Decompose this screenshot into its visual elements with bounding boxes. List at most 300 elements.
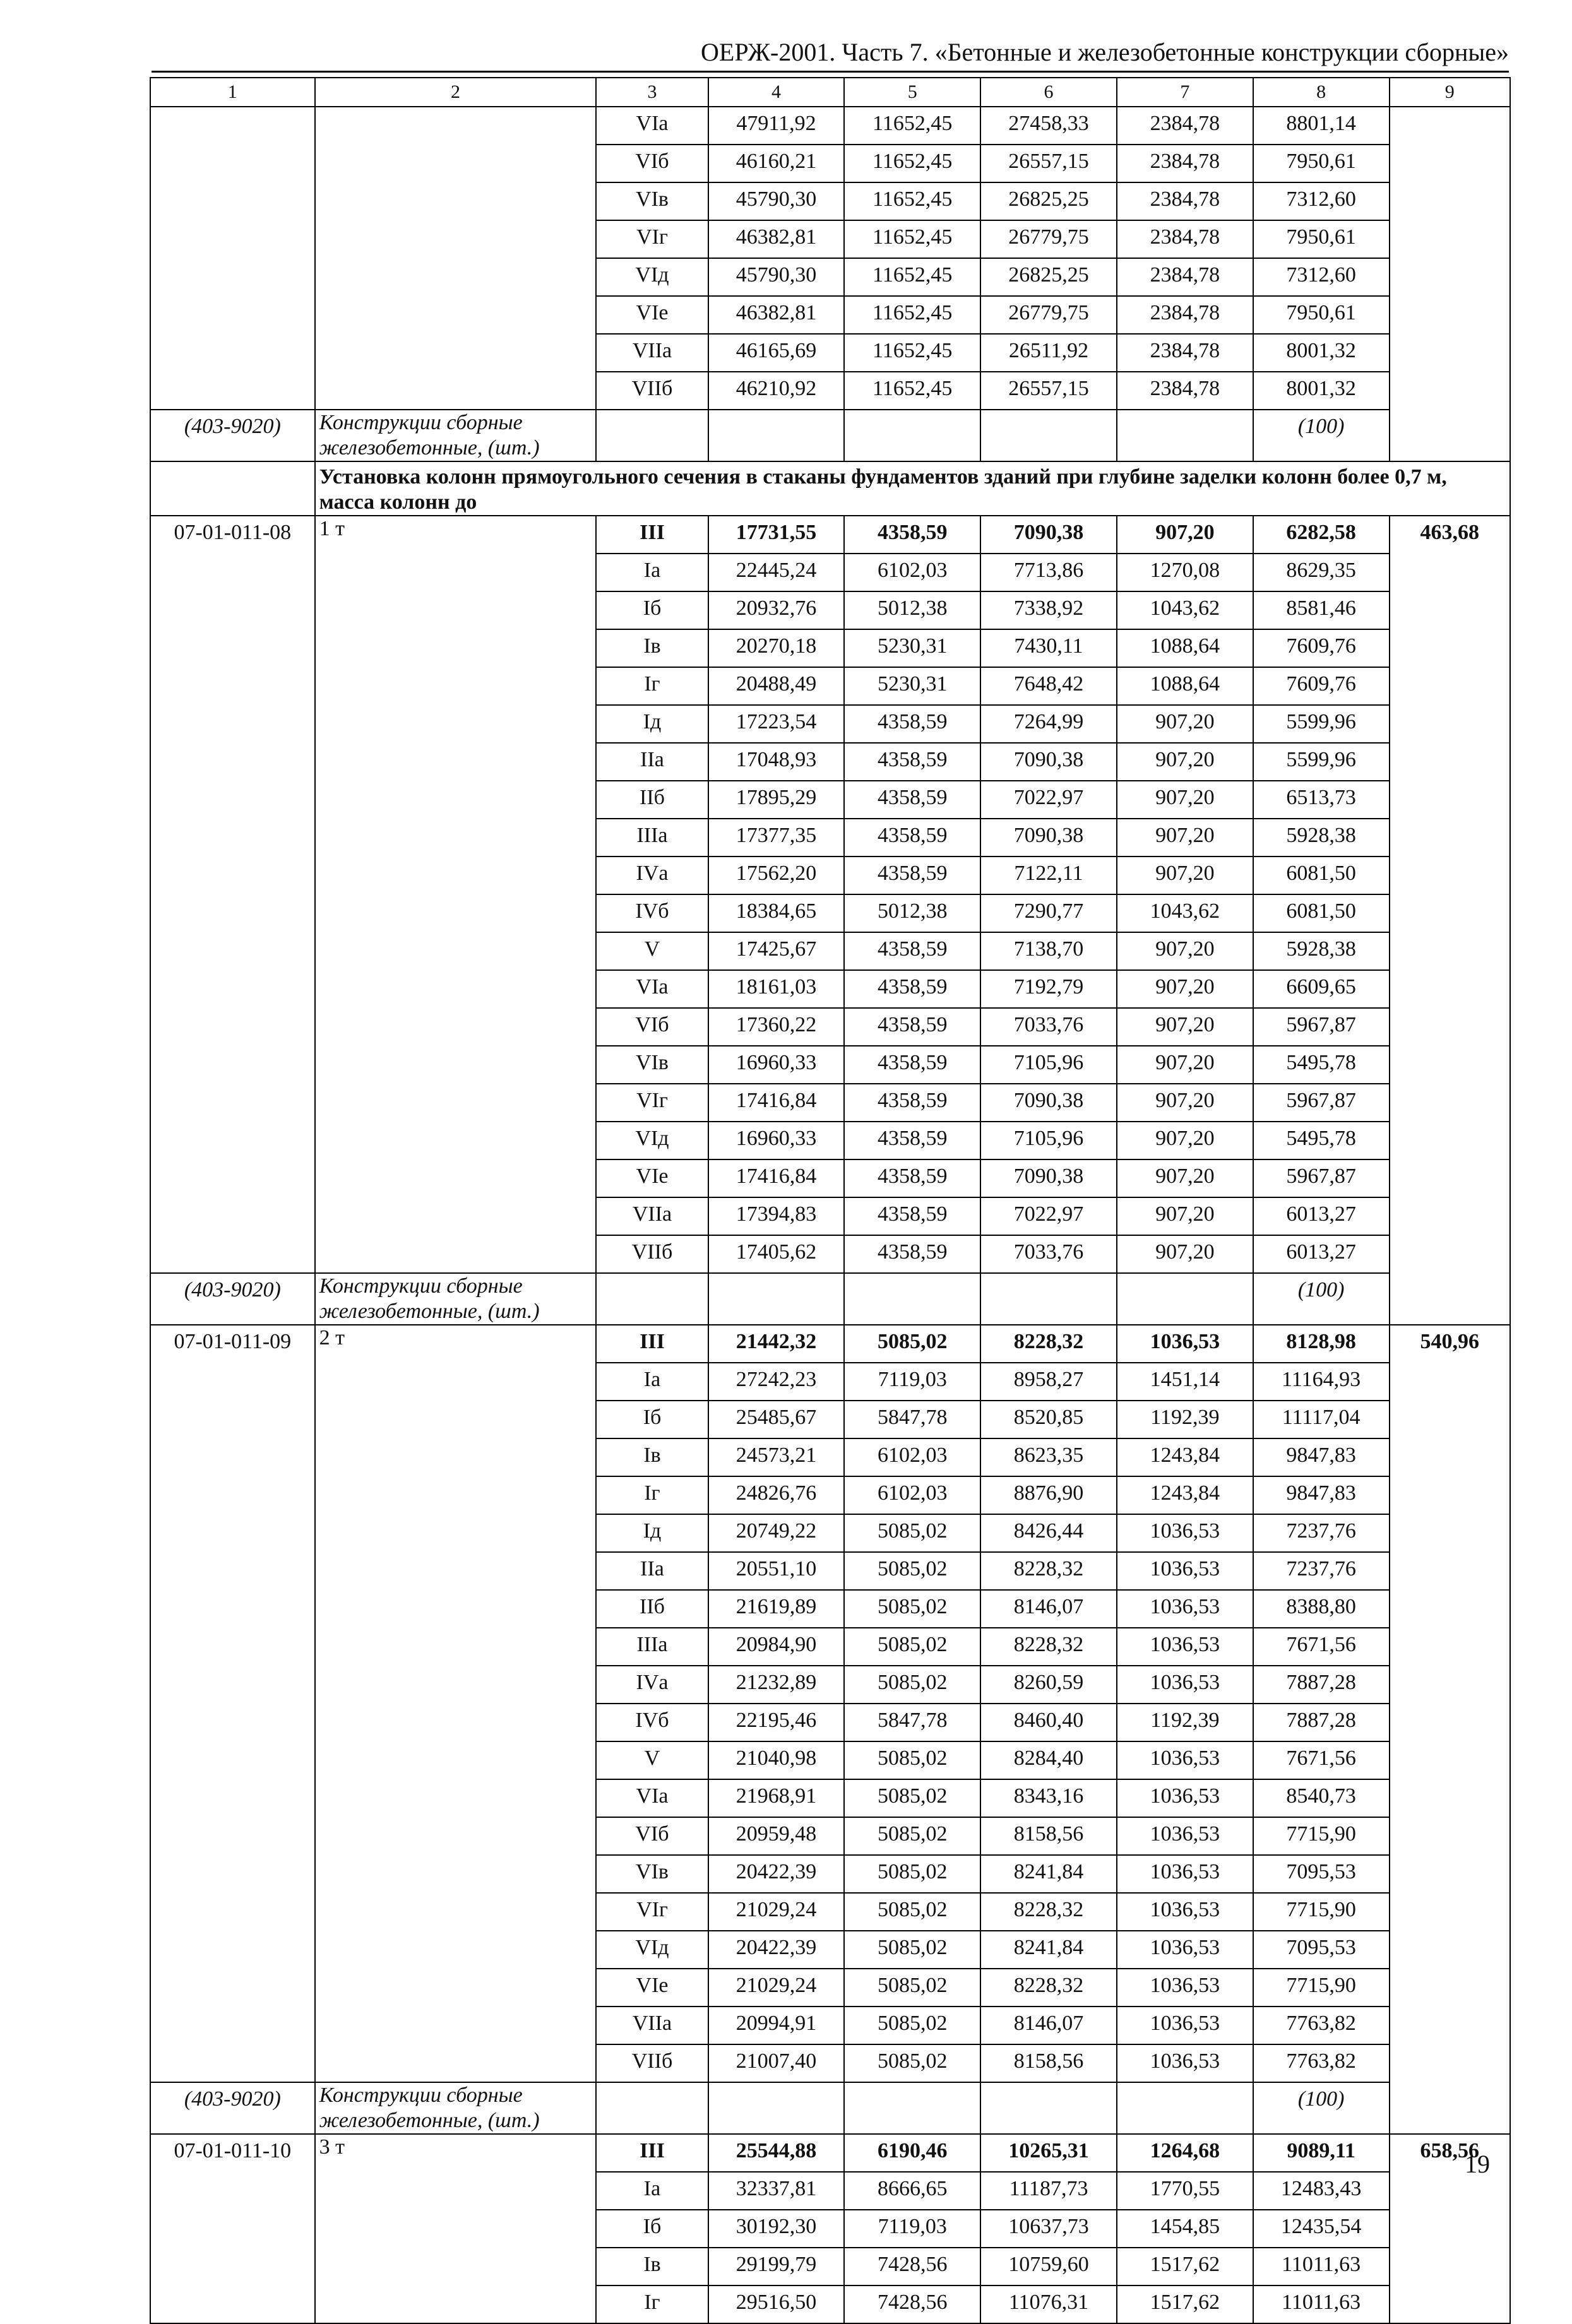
column-number: 7 <box>1117 78 1253 107</box>
item-total: 658,56 <box>1390 2134 1510 2323</box>
value-cell: 4358,59 <box>844 1046 980 1084</box>
value-cell: 24573,21 <box>708 1438 845 1476</box>
column-number-row <box>150 78 1510 107</box>
value-cell: VIа <box>596 1779 708 1817</box>
value-cell: 1043,62 <box>1117 894 1253 932</box>
value-cell: 1036,53 <box>1117 1931 1253 1969</box>
value-cell: 4358,59 <box>844 1197 980 1235</box>
value-cell: 2384,78 <box>1117 334 1253 372</box>
value-cell: 18384,65 <box>708 894 845 932</box>
value-cell: V <box>596 1741 708 1779</box>
value-cell: 7715,90 <box>1253 1817 1390 1855</box>
value-cell: Iа <box>596 2172 708 2210</box>
value-cell: 8146,07 <box>980 1590 1117 1628</box>
value-cell: 17223,54 <box>708 705 845 743</box>
value-cell: 1036,53 <box>1117 2044 1253 2082</box>
value-cell: 2384,78 <box>1117 372 1253 410</box>
value-cell: 11652,45 <box>844 334 980 372</box>
value-cell: 907,20 <box>1117 781 1253 819</box>
value-cell: VIб <box>596 145 708 182</box>
value-cell: 1088,64 <box>1117 629 1253 667</box>
value-cell: 46210,92 <box>708 372 845 410</box>
value-cell: 1517,62 <box>1117 2248 1253 2285</box>
empty-cell <box>980 2082 1117 2134</box>
empty-cell <box>1117 1273 1253 1325</box>
value-cell: IVа <box>596 857 708 894</box>
value-cell: 12483,43 <box>1253 2172 1390 2210</box>
value-cell: 7312,60 <box>1253 182 1390 220</box>
value-cell: 5085,02 <box>844 1893 980 1931</box>
material-value: (100) <box>1253 2082 1390 2134</box>
value-cell: 10265,31 <box>980 2134 1117 2172</box>
value-cell: 5928,38 <box>1253 819 1390 857</box>
value-cell: 4358,59 <box>844 1235 980 1273</box>
value-cell: 7950,61 <box>1253 296 1390 334</box>
value-cell: 32337,81 <box>708 2172 845 2210</box>
value-cell: 8540,73 <box>1253 1779 1390 1817</box>
value-cell: 17377,35 <box>708 819 845 857</box>
page-header: ОЕРЖ-2001. Часть 7. «Бетонные и железобетонные конструкции сборные» <box>701 38 1509 66</box>
value-cell: Iв <box>596 629 708 667</box>
value-cell: 5495,78 <box>1253 1046 1390 1084</box>
value-cell: VIб <box>596 1817 708 1855</box>
value-cell: 907,20 <box>1117 1197 1253 1235</box>
value-cell: IVб <box>596 1704 708 1741</box>
value-cell: 9847,83 <box>1253 1438 1390 1476</box>
value-cell: 6102,03 <box>844 554 980 591</box>
value-cell: 7090,38 <box>980 743 1117 781</box>
value-cell: 8388,80 <box>1253 1590 1390 1628</box>
value-cell: 21968,91 <box>708 1779 845 1817</box>
empty-cell <box>980 410 1117 461</box>
column-number: 9 <box>1390 78 1510 107</box>
empty-cell <box>844 2082 980 2134</box>
value-cell: 5928,38 <box>1253 932 1390 970</box>
value-cell: 1036,53 <box>1117 1325 1253 1363</box>
value-cell: 20994,91 <box>708 2007 845 2044</box>
value-cell: 907,20 <box>1117 819 1253 857</box>
value-cell: 7192,79 <box>980 970 1117 1008</box>
value-cell: VIв <box>596 1046 708 1084</box>
value-cell: 6013,27 <box>1253 1197 1390 1235</box>
value-cell: 7763,82 <box>1253 2007 1390 2044</box>
value-cell: 8001,32 <box>1253 372 1390 410</box>
value-cell: 2384,78 <box>1117 145 1253 182</box>
value-cell: 1451,14 <box>1117 1363 1253 1401</box>
value-cell: 46382,81 <box>708 220 845 258</box>
value-cell: 24826,76 <box>708 1476 845 1514</box>
value-cell: VIIб <box>596 2044 708 2082</box>
value-cell: 4358,59 <box>844 932 980 970</box>
value-cell: 11187,73 <box>980 2172 1117 2210</box>
value-cell: Iг <box>596 667 708 705</box>
value-cell: 1036,53 <box>1117 1552 1253 1590</box>
value-cell: 4358,59 <box>844 743 980 781</box>
value-cell: 9847,83 <box>1253 1476 1390 1514</box>
value-cell: 20422,39 <box>708 1855 845 1893</box>
value-cell: 7312,60 <box>1253 258 1390 296</box>
value-cell: 21040,98 <box>708 1741 845 1779</box>
value-cell: 7022,97 <box>980 781 1117 819</box>
value-cell: VIд <box>596 1931 708 1969</box>
value-cell: 1043,62 <box>1117 591 1253 629</box>
item-code: 07-01-011-10 <box>150 2134 315 2323</box>
value-cell: 7950,61 <box>1253 145 1390 182</box>
value-cell: 1454,85 <box>1117 2210 1253 2248</box>
value-cell: 1770,55 <box>1117 2172 1253 2210</box>
value-cell: 16960,33 <box>708 1122 845 1159</box>
value-cell: 5967,87 <box>1253 1084 1390 1122</box>
value-cell: 9089,11 <box>1253 2134 1390 2172</box>
value-cell: 5599,96 <box>1253 743 1390 781</box>
value-cell: 4358,59 <box>844 1159 980 1197</box>
value-cell: 5085,02 <box>844 1817 980 1855</box>
value-cell: 1036,53 <box>1117 1779 1253 1817</box>
value-cell: 1036,53 <box>1117 1969 1253 2007</box>
value-cell: 7887,28 <box>1253 1704 1390 1741</box>
value-cell: 11652,45 <box>844 296 980 334</box>
value-cell: VIа <box>596 970 708 1008</box>
value-cell: 7338,92 <box>980 591 1117 629</box>
item-total: 540,96 <box>1390 1325 1510 2134</box>
value-cell: IIа <box>596 743 708 781</box>
empty-cell <box>844 1273 980 1325</box>
value-cell: Iд <box>596 1514 708 1552</box>
value-cell: 6081,50 <box>1253 894 1390 932</box>
value-cell: 20932,76 <box>708 591 845 629</box>
value-cell: 7090,38 <box>980 516 1117 554</box>
value-cell: 20984,90 <box>708 1628 845 1666</box>
value-cell: 5967,87 <box>1253 1159 1390 1197</box>
value-cell: 45790,30 <box>708 258 845 296</box>
value-cell: 8128,98 <box>1253 1325 1390 1363</box>
value-cell: 7237,76 <box>1253 1552 1390 1590</box>
value-cell: 907,20 <box>1117 1046 1253 1084</box>
value-cell: 7430,11 <box>980 629 1117 667</box>
empty-cell <box>596 2082 708 2134</box>
value-cell: 1088,64 <box>1117 667 1253 705</box>
value-cell: 7119,03 <box>844 1363 980 1401</box>
value-cell: 29516,50 <box>708 2285 845 2323</box>
value-cell: 7090,38 <box>980 819 1117 857</box>
value-cell: 11011,63 <box>1253 2285 1390 2323</box>
value-cell: VIIа <box>596 2007 708 2044</box>
material-name: Конструкции сборные железобетонные, (шт.) <box>315 2082 597 2134</box>
value-cell: 7138,70 <box>980 932 1117 970</box>
value-cell: VIд <box>596 1122 708 1159</box>
value-cell: 907,20 <box>1117 705 1253 743</box>
value-cell: 1036,53 <box>1117 1628 1253 1666</box>
value-cell: Iг <box>596 1476 708 1514</box>
value-cell: 27458,33 <box>980 107 1117 145</box>
value-cell: 21007,40 <box>708 2044 845 2082</box>
value-cell: 7119,03 <box>844 2210 980 2248</box>
value-cell: VIIб <box>596 372 708 410</box>
value-cell: 7022,97 <box>980 1197 1117 1235</box>
value-cell: IIIа <box>596 1628 708 1666</box>
value-cell: 5495,78 <box>1253 1122 1390 1159</box>
value-cell: 1036,53 <box>1117 1893 1253 1931</box>
item-code: 07-01-011-08 <box>150 516 315 1273</box>
table-row-main <box>150 516 1510 554</box>
value-cell: 18161,03 <box>708 970 845 1008</box>
value-cell: 17562,20 <box>708 857 845 894</box>
value-cell: 8158,56 <box>980 2044 1117 2082</box>
value-cell: 8629,35 <box>1253 554 1390 591</box>
value-cell: IIб <box>596 1590 708 1628</box>
value-cell: VIIа <box>596 1197 708 1235</box>
value-cell: 7033,76 <box>980 1008 1117 1046</box>
empty-cell <box>596 410 708 461</box>
value-cell: VIб <box>596 1008 708 1046</box>
value-cell: 8284,40 <box>980 1741 1117 1779</box>
value-cell: 6513,73 <box>1253 781 1390 819</box>
value-cell: 8623,35 <box>980 1438 1117 1476</box>
value-cell: 5085,02 <box>844 1931 980 1969</box>
value-cell: 8460,40 <box>980 1704 1117 1741</box>
value-cell: 21619,89 <box>708 1590 845 1628</box>
value-cell: 17731,55 <box>708 516 845 554</box>
value-cell: Iб <box>596 2210 708 2248</box>
value-cell: 7033,76 <box>980 1235 1117 1273</box>
value-cell: Iв <box>596 1438 708 1476</box>
material-code: (403-9020) <box>150 1273 315 1325</box>
value-cell: 11652,45 <box>844 220 980 258</box>
value-cell: 7122,11 <box>980 857 1117 894</box>
value-cell: 1243,84 <box>1117 1438 1253 1476</box>
value-cell: 11652,45 <box>844 145 980 182</box>
empty-cell <box>708 2082 845 2134</box>
empty-cell <box>708 410 845 461</box>
value-cell: 7671,56 <box>1253 1628 1390 1666</box>
value-cell: VIг <box>596 1893 708 1931</box>
value-cell: 7090,38 <box>980 1084 1117 1122</box>
value-cell: 7887,28 <box>1253 1666 1390 1704</box>
table-row-main <box>150 2134 1510 2172</box>
value-cell: VIе <box>596 1159 708 1197</box>
value-cell: 5012,38 <box>844 591 980 629</box>
value-cell: 46165,69 <box>708 334 845 372</box>
value-cell: 5599,96 <box>1253 705 1390 743</box>
value-cell: 5230,31 <box>844 667 980 705</box>
value-cell: 8801,14 <box>1253 107 1390 145</box>
value-cell: 17360,22 <box>708 1008 845 1046</box>
value-cell: 8146,07 <box>980 2007 1117 2044</box>
value-cell: 12435,54 <box>1253 2210 1390 2248</box>
value-cell: 21029,24 <box>708 1969 845 2007</box>
value-cell: 45790,30 <box>708 182 845 220</box>
value-cell: 4358,59 <box>844 1008 980 1046</box>
page-number: 19 <box>1465 2150 1490 2178</box>
value-cell: IVб <box>596 894 708 932</box>
value-cell: Iб <box>596 1401 708 1438</box>
value-cell: 5085,02 <box>844 2044 980 2082</box>
value-cell: 7715,90 <box>1253 1893 1390 1931</box>
value-cell: 907,20 <box>1117 516 1253 554</box>
value-cell: 7095,53 <box>1253 1931 1390 1969</box>
value-cell: 11011,63 <box>1253 2248 1390 2285</box>
value-cell: 4358,59 <box>844 781 980 819</box>
value-cell: 5085,02 <box>844 1741 980 1779</box>
value-cell: 1036,53 <box>1117 1590 1253 1628</box>
value-cell: 20959,48 <box>708 1817 845 1855</box>
value-cell: 6013,27 <box>1253 1235 1390 1273</box>
value-cell: 7237,76 <box>1253 1514 1390 1552</box>
item-name: 2 т <box>315 1325 597 2082</box>
value-cell: 5012,38 <box>844 894 980 932</box>
value-cell: 8426,44 <box>980 1514 1117 1552</box>
empty-cell <box>1117 2082 1253 2134</box>
value-cell: 17416,84 <box>708 1084 845 1122</box>
value-cell: 11117,04 <box>1253 1401 1390 1438</box>
value-cell: 1036,53 <box>1117 2007 1253 2044</box>
value-cell: 6190,46 <box>844 2134 980 2172</box>
value-cell: 5085,02 <box>844 1590 980 1628</box>
value-cell: 17405,62 <box>708 1235 845 1273</box>
value-cell: 1192,39 <box>1117 1704 1253 1741</box>
material-value: (100) <box>1253 1273 1390 1325</box>
value-cell: 20422,39 <box>708 1931 845 1969</box>
value-cell: 907,20 <box>1117 1235 1253 1273</box>
value-cell: 5085,02 <box>844 1325 980 1363</box>
value-cell: 1192,39 <box>1117 1401 1253 1438</box>
empty-cell <box>1117 410 1253 461</box>
value-cell: 5847,78 <box>844 1704 980 1741</box>
value-cell: 46160,21 <box>708 145 845 182</box>
value-cell: 6102,03 <box>844 1438 980 1476</box>
value-cell: 8958,27 <box>980 1363 1117 1401</box>
value-cell: 1243,84 <box>1117 1476 1253 1514</box>
value-cell: 907,20 <box>1117 857 1253 894</box>
name-cell <box>315 107 597 410</box>
value-cell: 4358,59 <box>844 819 980 857</box>
empty-cell <box>150 461 315 516</box>
item-total: 463,68 <box>1390 516 1510 1325</box>
value-cell: 5847,78 <box>844 1401 980 1438</box>
column-number: 2 <box>315 78 597 107</box>
value-cell: 6282,58 <box>1253 516 1390 554</box>
value-cell: VIв <box>596 1855 708 1893</box>
value-cell: 7264,99 <box>980 705 1117 743</box>
value-cell: 17895,29 <box>708 781 845 819</box>
value-cell: 17394,83 <box>708 1197 845 1235</box>
value-cell: 20488,49 <box>708 667 845 705</box>
value-cell: 7290,77 <box>980 894 1117 932</box>
value-cell: 1036,53 <box>1117 1514 1253 1552</box>
material-row <box>150 410 1510 461</box>
value-cell: 907,20 <box>1117 743 1253 781</box>
value-cell: 7428,56 <box>844 2285 980 2323</box>
value-cell: 26779,75 <box>980 220 1117 258</box>
value-cell: 4358,59 <box>844 1122 980 1159</box>
value-cell: VIг <box>596 1084 708 1122</box>
value-cell: 21442,32 <box>708 1325 845 1363</box>
value-cell: IIб <box>596 781 708 819</box>
value-cell: 7090,38 <box>980 1159 1117 1197</box>
total-cell <box>1390 107 1510 461</box>
column-number: 5 <box>844 78 980 107</box>
item-name: 3 т <box>315 2134 597 2323</box>
value-cell: 1264,68 <box>1117 2134 1253 2172</box>
value-cell: Iд <box>596 705 708 743</box>
value-cell: 8666,65 <box>844 2172 980 2210</box>
value-cell: 1036,53 <box>1117 1741 1253 1779</box>
value-cell: 8228,32 <box>980 1325 1117 1363</box>
code-cell <box>150 107 315 410</box>
item-name: 1 т <box>315 516 597 1273</box>
value-cell: 907,20 <box>1117 932 1253 970</box>
value-cell: 26557,15 <box>980 372 1117 410</box>
value-cell: 2384,78 <box>1117 258 1253 296</box>
value-cell: 1036,53 <box>1117 1666 1253 1704</box>
value-cell: 25544,88 <box>708 2134 845 2172</box>
value-cell: 26511,92 <box>980 334 1117 372</box>
item-code: 07-01-011-09 <box>150 1325 315 2082</box>
value-cell: 8241,84 <box>980 1931 1117 1969</box>
value-cell: 6102,03 <box>844 1476 980 1514</box>
value-cell: 8260,59 <box>980 1666 1117 1704</box>
value-cell: 26825,25 <box>980 258 1117 296</box>
value-cell: 8228,32 <box>980 1628 1117 1666</box>
value-cell: 17416,84 <box>708 1159 845 1197</box>
value-cell: 11076,31 <box>980 2285 1117 2323</box>
value-cell: 5085,02 <box>844 2007 980 2044</box>
column-number: 6 <box>980 78 1117 107</box>
value-cell: 26825,25 <box>980 182 1117 220</box>
value-cell: 8001,32 <box>1253 334 1390 372</box>
value-cell: 21232,89 <box>708 1666 845 1704</box>
value-cell: VIг <box>596 220 708 258</box>
column-number: 8 <box>1253 78 1390 107</box>
empty-cell <box>844 410 980 461</box>
section-title: Установка колонн прямоугольного сечения в стаканы фундаментов зданий при глубине заделки колонн более 0,7 м, масса колонн до <box>315 461 1510 516</box>
value-cell: 47911,92 <box>708 107 845 145</box>
column-number: 3 <box>596 78 708 107</box>
value-cell: 30192,30 <box>708 2210 845 2248</box>
value-cell: 29199,79 <box>708 2248 845 2285</box>
value-cell: 2384,78 <box>1117 296 1253 334</box>
value-cell: 6609,65 <box>1253 970 1390 1008</box>
rates-table <box>150 77 1511 2324</box>
value-cell: 907,20 <box>1117 1159 1253 1197</box>
value-cell: III <box>596 516 708 554</box>
value-cell: IVа <box>596 1666 708 1704</box>
value-cell: 11652,45 <box>844 182 980 220</box>
table-row <box>150 107 1510 145</box>
value-cell: 1517,62 <box>1117 2285 1253 2323</box>
value-cell: 1270,08 <box>1117 554 1253 591</box>
material-name: Конструкции сборные железобетонные, (шт.) <box>315 410 597 461</box>
material-value: (100) <box>1253 410 1390 461</box>
value-cell: 20270,18 <box>708 629 845 667</box>
header-rule <box>152 71 1509 73</box>
value-cell: 1036,53 <box>1117 1855 1253 1893</box>
value-cell: 8520,85 <box>980 1401 1117 1438</box>
value-cell: 17425,67 <box>708 932 845 970</box>
value-cell: 22445,24 <box>708 554 845 591</box>
value-cell: 46382,81 <box>708 296 845 334</box>
material-name: Конструкции сборные железобетонные, (шт.) <box>315 1273 597 1325</box>
value-cell: 7095,53 <box>1253 1855 1390 1893</box>
value-cell: VIа <box>596 107 708 145</box>
value-cell: 4358,59 <box>844 1084 980 1122</box>
value-cell: V <box>596 932 708 970</box>
value-cell: 7763,82 <box>1253 2044 1390 2082</box>
value-cell: 7713,86 <box>980 554 1117 591</box>
value-cell: 10637,73 <box>980 2210 1117 2248</box>
value-cell: 11652,45 <box>844 372 980 410</box>
value-cell: VIе <box>596 1969 708 2007</box>
